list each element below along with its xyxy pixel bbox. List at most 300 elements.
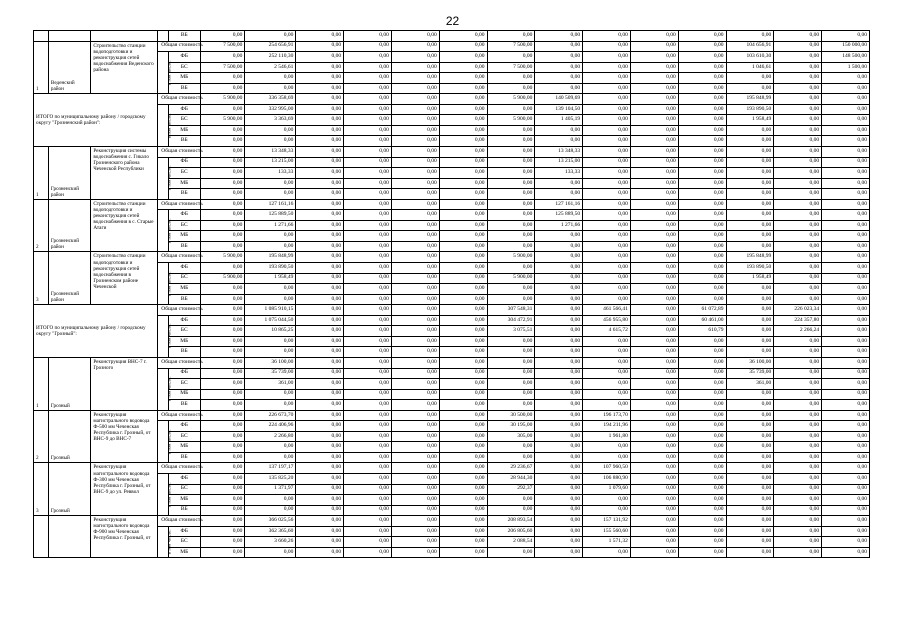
amount-cell: 7 500,00 [200,62,245,73]
amount-cell: 0,00 [678,294,726,305]
amount-cell: 0,00 [245,189,296,200]
table-row [34,157,870,168]
amount-cell: 0,00 [245,294,296,305]
amount-cell: 610,79 [678,326,726,337]
amount-cell: 0,00 [630,431,678,442]
amount-cell: 0,00 [439,463,487,474]
amount-cell: 0,00 [296,495,344,506]
amount-cell: 0,00 [344,41,392,52]
amount-cell: 0,00 [391,94,439,105]
amount-cell: 366 025,56 [245,516,296,527]
amount-cell: 0,00 [296,547,344,558]
amount-cell: 13 348,33 [245,147,296,158]
amount-cell: 0,00 [391,115,439,126]
amount-cell: 36 100,00 [726,357,774,368]
amount-cell: 0,00 [245,136,296,147]
source-code: МБ [168,389,200,400]
source-code: ВБ [168,452,200,463]
amount-cell: 0,00 [391,473,439,484]
amount-cell: 0,00 [630,73,678,84]
amount-cell: 0,00 [439,241,487,252]
amount-cell: 0,00 [439,368,487,379]
amount-cell: 0,00 [678,41,726,52]
amount-cell: 60 461,00 [678,315,726,326]
amount-cell: 0,00 [726,284,774,295]
amount-cell: 125 889,50 [535,210,583,221]
amount-cell: 0,00 [822,294,870,305]
amount-cell: 0,00 [344,421,392,432]
amount-cell: 0,00 [774,52,822,63]
amount-cell: 0,00 [296,389,344,400]
amount-cell: 0,00 [535,516,583,527]
amount-cell: 5 900,00 [487,115,535,126]
amount-cell: 252 110,30 [245,52,296,63]
amount-cell: 0,00 [344,83,392,94]
table-row [34,210,870,221]
amount-cell: 0,00 [630,463,678,474]
amount-cell: 0,00 [391,315,439,326]
amount-cell: 0,00 [726,210,774,221]
table-row [34,41,870,52]
amount-cell: 0,00 [439,136,487,147]
object-name: Реконструкция магистрального водовода Ф-500 мм Чеченская Республика г. Грозный, от ВНС-9 до ВНС-7 [91,410,158,463]
amount-cell: 5 900,00 [487,273,535,284]
amount-cell: 0,00 [678,210,726,221]
object-name: Реконструкция магистрального водовода Ф-900 мм Чеченская Республика г. Грозный, от [91,516,158,558]
amount-cell: 0,00 [200,421,245,432]
amount-cell: 0,00 [583,273,631,284]
amount-cell: 0,00 [296,347,344,358]
amount-cell: 0,00 [726,231,774,242]
amount-cell: 0,00 [774,452,822,463]
amount-cell: 0,00 [391,368,439,379]
amount-cell: 0,00 [630,473,678,484]
amount-cell: 0,00 [245,125,296,136]
amount-cell: 0,00 [678,537,726,548]
amount-cell: 0,00 [583,547,631,558]
amount-cell: 0,00 [296,305,344,316]
amount-cell: 0,00 [774,442,822,453]
amount-cell: 0,00 [344,431,392,442]
amount-cell: 0,00 [630,199,678,210]
district-cell [48,516,90,558]
amount-cell: 0,00 [344,347,392,358]
amount-cell: 0,00 [678,199,726,210]
amount-cell: 0,00 [583,231,631,242]
amount-cell: 0,00 [630,273,678,284]
amount-cell: 0,00 [822,305,870,316]
amount-cell: 0,00 [344,220,392,231]
item-number: 1 [34,147,49,200]
amount-cell: 0,00 [678,52,726,63]
amount-cell: 0,00 [487,442,535,453]
amount-cell: 0,00 [630,326,678,337]
source-code: ВБ [168,294,200,305]
source-code: БС [168,379,200,390]
amount-cell: 0,00 [822,421,870,432]
amount-cell: 0,00 [200,473,245,484]
source-code: ВБ [168,189,200,200]
amount-cell: 1 958,49 [726,273,774,284]
amount-cell: 0,00 [535,73,583,84]
amount-cell: 1 046,61 [726,62,774,73]
item-number: 2 [34,199,49,252]
amount-cell: 0,00 [344,537,392,548]
amount-cell: 0,00 [344,168,392,179]
amount-cell: 0,00 [391,379,439,390]
amount-cell: 0,00 [200,241,245,252]
amount-cell: 0,00 [296,263,344,274]
amount-cell: 0,00 [391,83,439,94]
table-row [34,94,870,105]
amount-cell: 0,00 [822,400,870,411]
including-label-text: в том числе: [167,429,173,455]
amount-cell: 206 805,60 [487,526,535,537]
amount-cell: 1 371,97 [245,484,296,495]
amount-cell: 0,00 [487,83,535,94]
source-code: МБ [168,231,200,242]
amount-cell: 0,00 [344,115,392,126]
amount-cell: 1 958,49 [726,115,774,126]
amount-cell: 0,00 [822,473,870,484]
table-row [34,516,870,527]
amount-cell: 0,00 [487,104,535,115]
amount-cell: 0,00 [344,147,392,158]
object-name: Реконструкция системы водоснабжения с. Гикало Грозненского района Чеченской Республики [91,147,158,200]
district-name: Грозный [48,463,90,516]
amount-cell: 2 088,54 [487,537,535,548]
amount-cell: 0,00 [344,263,392,274]
amount-cell: 0,00 [439,516,487,527]
amount-cell: 0,00 [296,421,344,432]
amount-cell: 0,00 [678,547,726,558]
amount-cell: 0,00 [583,94,631,105]
amount-cell: 0,00 [822,220,870,231]
amount-cell: 0,00 [296,431,344,442]
amount-cell: 0,00 [678,178,726,189]
table-row [34,52,870,63]
amount-cell: 0,00 [245,389,296,400]
amount-cell: 0,00 [774,484,822,495]
amount-cell: 0,00 [200,199,245,210]
amount-cell: 0,00 [678,73,726,84]
amount-cell: 0,00 [535,357,583,368]
amount-cell: 0,00 [583,178,631,189]
amount-cell: 0,00 [774,495,822,506]
source-code: БС [168,273,200,284]
including-label [158,263,173,305]
amount-cell: 0,00 [344,62,392,73]
amount-cell: 0,00 [200,452,245,463]
including-label [158,315,173,357]
amount-cell: 0,00 [200,189,245,200]
amount-cell: 0,00 [535,452,583,463]
amount-cell: 0,00 [630,315,678,326]
amount-cell: 0,00 [822,104,870,115]
amount-cell: 0,00 [487,347,535,358]
amount-cell: 0,00 [583,336,631,347]
amount-cell: 35 739,00 [726,368,774,379]
amount-cell: 0,00 [296,241,344,252]
amount-cell: 0,00 [245,547,296,558]
amount-cell: 0,00 [296,284,344,295]
including-label-text: в том числе: [167,482,173,508]
amount-cell: 0,00 [296,31,344,42]
amount-cell: 0,00 [439,189,487,200]
amount-cell: 133,33 [535,168,583,179]
amount-cell: 0,00 [439,484,487,495]
amount-cell: 0,00 [391,263,439,274]
amount-cell: 0,00 [391,516,439,527]
district-name: Грозный [48,357,90,410]
amount-cell: 0,00 [630,400,678,411]
amount-cell: 5 900,00 [487,94,535,105]
amount-cell: 0,00 [439,431,487,442]
source-code: МБ [168,442,200,453]
amount-cell: 0,00 [726,505,774,516]
amount-cell: 0,00 [296,379,344,390]
amount-cell: 0,00 [822,252,870,263]
amount-cell: 0,00 [535,326,583,337]
amount-cell: 0,00 [678,336,726,347]
summary-label: ИТОГО по муниципальному району / городскому округу "Грозненский район": [34,94,158,147]
amount-cell: 0,00 [439,347,487,358]
source-code: ВБ [168,136,200,147]
amount-cell: 0,00 [344,73,392,84]
amount-cell: 0,00 [678,252,726,263]
amount-cell: 0,00 [774,220,822,231]
including-label-text: в том числе: [167,60,173,86]
amount-cell: 2 266,24 [774,326,822,337]
total-label: Общая стоимость [158,410,200,421]
amount-cell: 0,00 [630,495,678,506]
amount-cell: 0,00 [245,73,296,84]
amount-cell: 0,00 [583,220,631,231]
amount-cell: 0,00 [535,136,583,147]
including-label-text: в том числе: [167,271,173,297]
amount-cell: 0,00 [296,52,344,63]
amount-cell: 0,00 [245,231,296,242]
table-row [34,473,870,484]
amount-cell: 0,00 [535,273,583,284]
including-label-text: в том числе: [167,376,173,402]
amount-cell: 0,00 [439,442,487,453]
amount-cell: 0,00 [296,326,344,337]
amount-cell: 0,00 [678,516,726,527]
amount-cell: 0,00 [822,537,870,548]
amount-cell: 0,00 [344,473,392,484]
amount-cell: 0,00 [583,52,631,63]
amount-cell: 0,00 [822,505,870,516]
amount-cell: 0,00 [200,379,245,390]
amount-cell: 0,00 [296,357,344,368]
source-code: БС [168,115,200,126]
amount-cell: 0,00 [630,220,678,231]
amount-cell: 0,00 [678,157,726,168]
amount-cell: 0,00 [535,252,583,263]
amount-cell: 0,00 [391,189,439,200]
amount-cell: 0,00 [391,431,439,442]
including-label [158,31,169,42]
amount-cell: 13 215,00 [245,157,296,168]
amount-cell: 0,00 [774,537,822,548]
amount-cell: 0,00 [344,305,392,316]
amount-cell: 0,00 [439,326,487,337]
amount-cell: 254 656,91 [245,41,296,52]
amount-cell: 0,00 [487,231,535,242]
amount-cell: 0,00 [774,473,822,484]
source-code: ФБ [168,52,200,63]
amount-cell: 0,00 [678,495,726,506]
amount-cell: 0,00 [200,104,245,115]
including-label-text: в том числе: [167,112,173,138]
amount-cell: 0,00 [391,421,439,432]
amount-cell: 0,00 [822,357,870,368]
amount-cell: 0,00 [439,505,487,516]
amount-cell: 0,00 [439,389,487,400]
amount-cell: 0,00 [535,305,583,316]
amount-cell: 0,00 [726,442,774,453]
amount-cell: 1 500,00 [822,62,870,73]
amount-cell: 0,00 [296,94,344,105]
amount-cell: 0,00 [822,273,870,284]
amount-cell: 0,00 [344,294,392,305]
amount-cell: 0,00 [726,410,774,421]
amount-cell: 0,00 [200,136,245,147]
amount-cell: 0,00 [200,294,245,305]
amount-cell: 0,00 [344,452,392,463]
amount-cell: 137 197,17 [245,463,296,474]
total-label: Общая стоимость [158,94,200,105]
amount-cell: 0,00 [583,252,631,263]
amount-cell: 150 000,00 [822,41,870,52]
district-name: Грозненский район [48,147,90,200]
amount-cell: 0,00 [391,484,439,495]
amount-cell: 0,00 [391,199,439,210]
source-code: ФБ [168,421,200,432]
amount-cell: 0,00 [391,547,439,558]
amount-cell: 0,00 [296,526,344,537]
amount-cell: 0,00 [487,547,535,558]
amount-cell: 0,00 [630,505,678,516]
table-row [34,410,870,421]
table-row [34,104,870,115]
item-number: 1 [34,41,49,94]
amount-cell: 0,00 [630,452,678,463]
amount-cell: 0,00 [439,210,487,221]
amount-cell: 0,00 [535,263,583,274]
amount-cell: 0,00 [726,431,774,442]
amount-cell: 0,00 [583,241,631,252]
amount-cell: 0,00 [774,115,822,126]
amount-cell: 133,33 [245,168,296,179]
amount-cell: 5 900,00 [200,273,245,284]
amount-cell: 0,00 [200,484,245,495]
amount-cell: 0,00 [678,368,726,379]
source-code: ФБ [168,526,200,537]
amount-cell: 0,00 [583,357,631,368]
amount-cell: 0,00 [200,336,245,347]
amount-cell: 0,00 [630,347,678,358]
source-code: МБ [168,547,200,558]
amount-cell: 0,00 [678,389,726,400]
amount-cell: 0,00 [726,31,774,42]
amount-cell: 0,00 [391,52,439,63]
amount-cell: 106 880,90 [583,473,631,484]
amount-cell: 0,00 [344,52,392,63]
amount-cell: 0,00 [630,379,678,390]
amount-cell: 0,00 [630,41,678,52]
amount-cell: 0,00 [344,252,392,263]
amount-cell: 0,00 [439,52,487,63]
amount-cell: 195 848,99 [245,252,296,263]
source-code: БС [168,168,200,179]
amount-cell: 0,00 [774,189,822,200]
amount-cell: 0,00 [535,400,583,411]
total-label: Общая стоимость [158,357,200,368]
table-row [34,147,870,158]
amount-cell: 0,00 [439,168,487,179]
amount-cell: 0,00 [822,189,870,200]
amount-cell: 0,00 [678,484,726,495]
amount-cell: 0,00 [344,357,392,368]
amount-cell: 0,00 [391,526,439,537]
amount-cell: 0,00 [630,94,678,105]
table-row [34,305,870,316]
amount-cell: 0,00 [630,52,678,63]
amount-cell: 0,00 [200,463,245,474]
amount-cell: 28 944,30 [487,473,535,484]
amount-cell: 0,00 [774,516,822,527]
amount-cell: 0,00 [630,484,678,495]
amount-cell: 1 085 910,15 [245,305,296,316]
amount-cell: 0,00 [344,463,392,474]
source-code: МБ [168,284,200,295]
amount-cell: 0,00 [535,379,583,390]
including-label [158,210,173,252]
amount-cell: 0,00 [391,389,439,400]
including-label [158,421,173,463]
amount-cell: 0,00 [391,452,439,463]
amount-cell: 0,00 [678,400,726,411]
amount-cell: 0,00 [344,94,392,105]
amount-cell: 0,00 [774,41,822,52]
amount-cell: 0,00 [774,210,822,221]
amount-cell: 0,00 [583,168,631,179]
amount-cell: 0,00 [439,452,487,463]
amount-cell: 194 211,96 [583,421,631,432]
amount-cell: 0,00 [200,83,245,94]
amount-cell: 0,00 [344,199,392,210]
amount-cell: 127 161,16 [245,199,296,210]
amount-cell: 0,00 [200,442,245,453]
amount-cell: 0,00 [439,199,487,210]
amount-cell: 0,00 [774,526,822,537]
amount-cell: 135 825,20 [245,473,296,484]
amount-cell: 0,00 [774,431,822,442]
amount-cell: 0,00 [774,147,822,158]
amount-cell: 0,00 [678,136,726,147]
amount-cell: 0,00 [822,83,870,94]
amount-cell: 13 215,00 [535,157,583,168]
amount-cell: 0,00 [678,231,726,242]
item-number: 3 [34,463,49,516]
amount-cell: 0,00 [487,368,535,379]
amount-cell: 0,00 [630,62,678,73]
amount-cell: 0,00 [296,315,344,326]
amount-cell: 0,00 [583,62,631,73]
amount-cell: 0,00 [822,336,870,347]
